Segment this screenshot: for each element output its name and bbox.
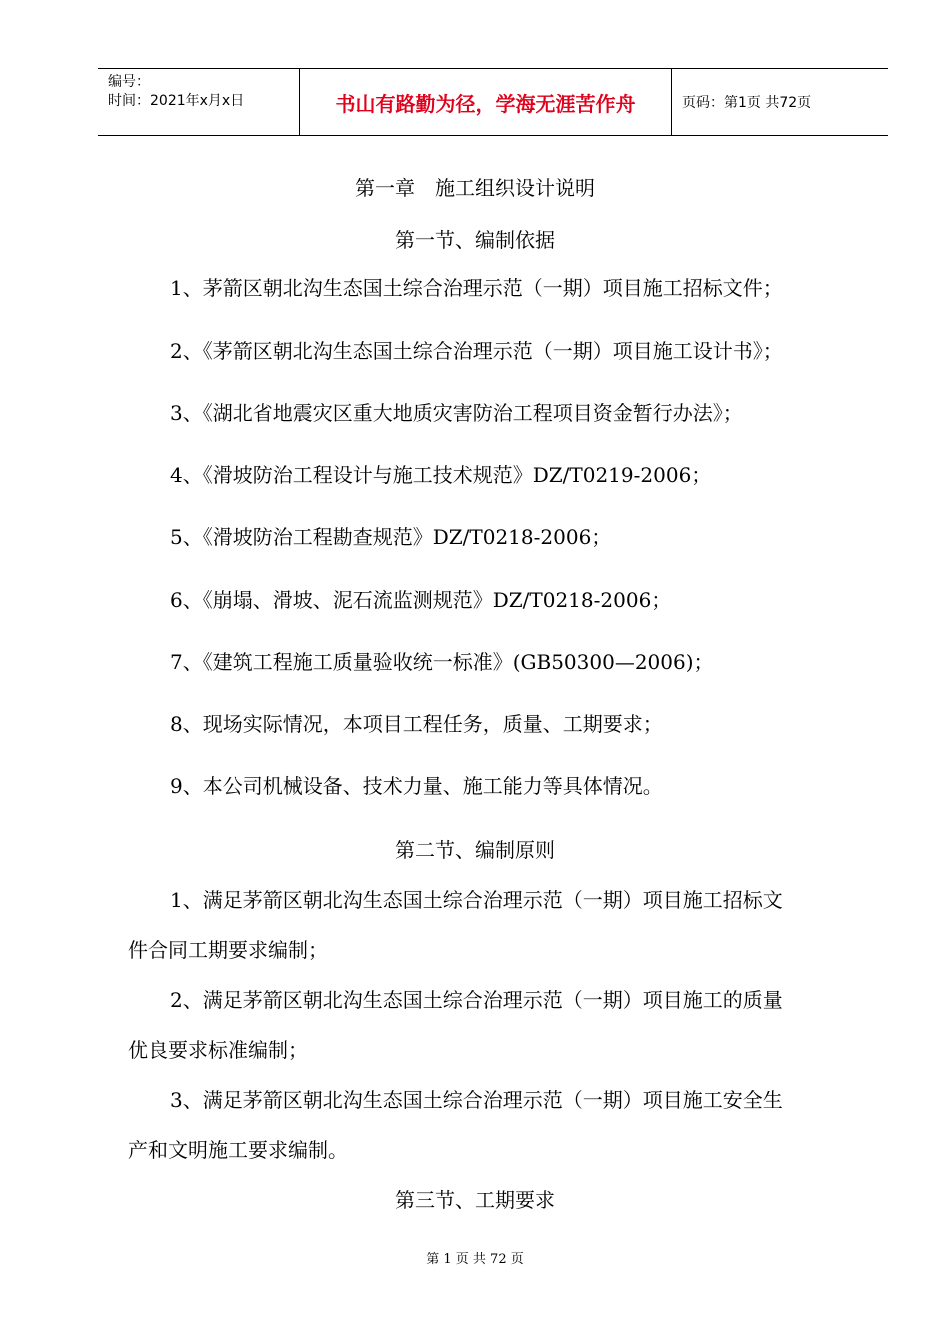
page-footer: 第 1 页 共 72 页	[426, 1252, 524, 1267]
document-number-label: 编号：	[108, 74, 150, 90]
basis-item: 9、本公司机械设备、技术力量、施工能力等具体情况。	[170, 774, 663, 798]
basis-item: 5、《滑坡防治工程勘查规范》DZ/T0218-2006；	[170, 525, 612, 549]
principle-item-line: 1、满足茅箭区朝北沟生态国土综合治理示范（一期）项目施工招标文	[170, 888, 783, 912]
principle-item-continuation: 件合同工期要求编制；	[128, 938, 328, 962]
section-title: 第三节、工期要求	[395, 1188, 555, 1212]
document-time-label: 时间：2021年x月x日	[108, 93, 245, 109]
header-page-info: 页码：第1页 共72页	[682, 95, 812, 111]
principle-item-continuation: 优良要求标准编制；	[128, 1038, 308, 1062]
basis-item: 7、《建筑工程施工质量验收统一标准》(GB50300—2006)；	[170, 650, 714, 674]
section-title: 第二节、编制原则	[395, 838, 555, 862]
basis-item: 3、《湖北省地震灾区重大地质灾害防治工程项目资金暂行办法》；	[170, 401, 743, 425]
basis-item: 2、《茅箭区朝北沟生态国土综合治理示范（一期）项目施工设计书》；	[170, 339, 783, 363]
basis-item: 8、现场实际情况，本项目工程任务，质量、工期要求；	[170, 712, 663, 736]
header-motto: 书山有路勤为径，学海无涯苦作舟	[300, 69, 672, 135]
section-title: 第一节、编制依据	[395, 228, 555, 252]
chapter-title: 第一章 施工组织设计说明	[355, 176, 595, 200]
principle-item-continuation: 产和文明施工要求编制。	[128, 1138, 348, 1162]
principle-item-line: 2、满足茅箭区朝北沟生态国土综合治理示范（一期）项目施工的质量	[170, 988, 783, 1012]
page-header	[98, 68, 888, 136]
header-meta	[98, 69, 300, 135]
basis-item: 1、茅箭区朝北沟生态国土综合治理示范（一期）项目施工招标文件；	[170, 276, 783, 300]
basis-item: 4、《滑坡防治工程设计与施工技术规范》DZ/T0219-2006；	[170, 463, 712, 487]
principle-item-line: 3、满足茅箭区朝北沟生态国土综合治理示范（一期）项目施工安全生	[170, 1088, 783, 1112]
basis-item: 6、《崩塌、滑坡、泥石流监测规范》DZ/T0218-2006；	[170, 588, 672, 612]
